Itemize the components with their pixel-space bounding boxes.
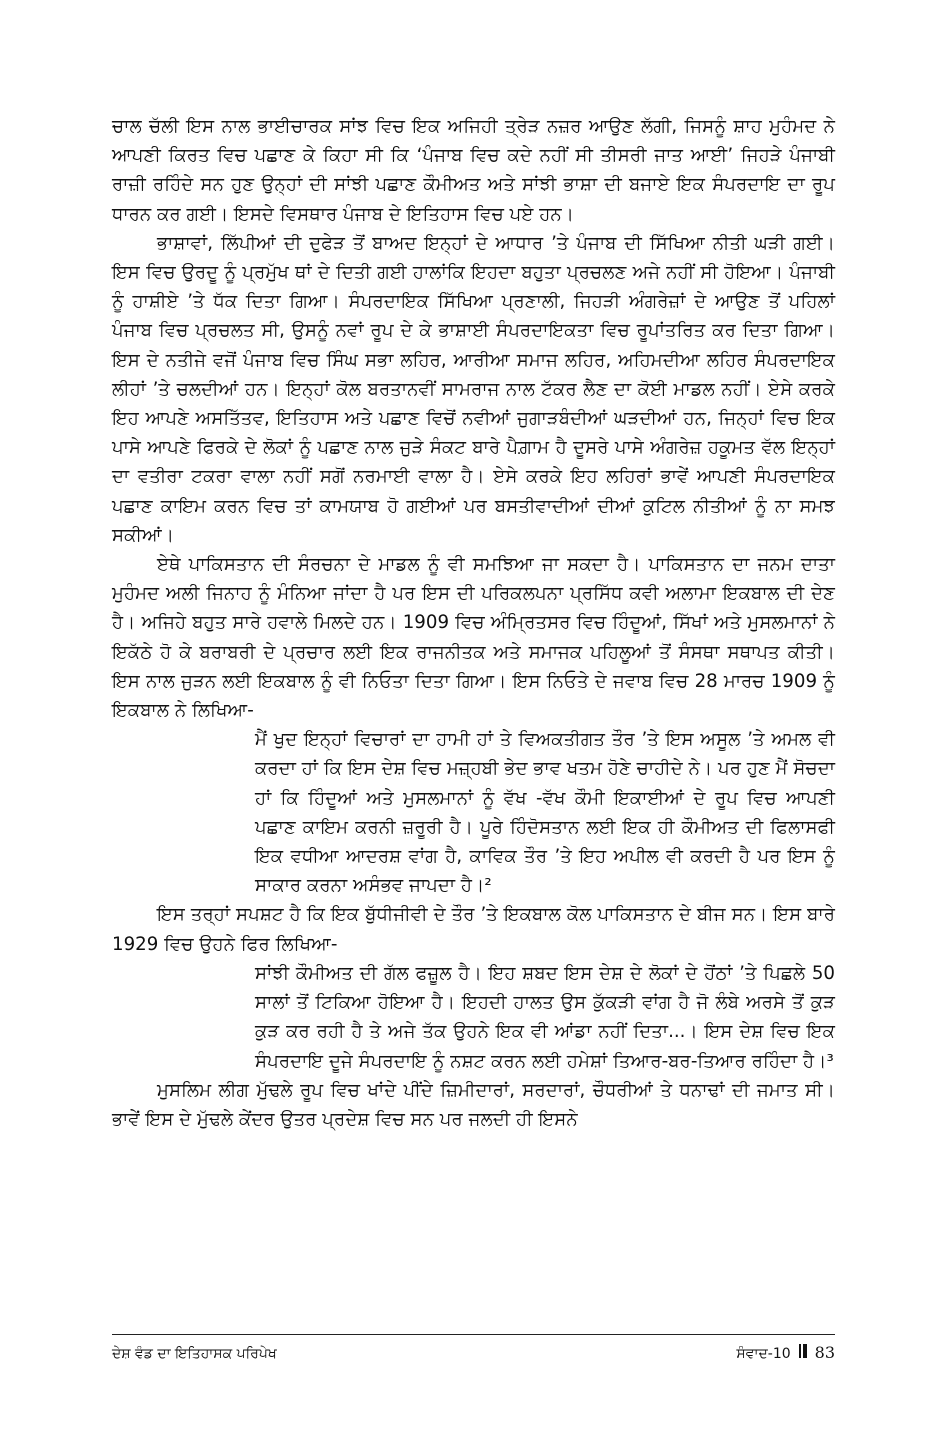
separator-bars-icon [799, 1344, 807, 1358]
page-number: 83 [814, 1343, 835, 1362]
page-footer [112, 1334, 835, 1362]
paragraph-continued: ਚਾਲ ਚੱਲੀ ਇਸ ਨਾਲ ਭਾਈਚਾਰਕ ਸਾਂਝ ਵਿਚ ਇਕ ਅਜਿਹੀ ਤ੍ਰੇੜ ਨਜ਼ਰ ਆਉਣ ਲੱਗੀ, ਜਿਸਨੂੰ ਸ਼ਾਹ ਮੁਹੰਮਦ ਨੇ ਆਪਣੀ ਕਿਰਤ ਵਿਚ ਪਛਾਣ ਕੇ ਕਿਹਾ ਸੀ ਕਿ ‘ਪੰਜਾਬ ਵਿਚ ਕਦੇ ਨਹੀਂ ਸੀ ਤੀਸਰੀ ਜਾਤ ਆਈ’ ਜਿਹੜੇ ਪੰਜਾਬੀ ਰਾਜ਼ੀ ਰਹਿੰਦੇ ਸਨ ਹੁਣ ਉਨ੍ਹਾਂ ਦੀ ਸਾਂਝੀ ਪਛਾਣ ਕੌਮੀਅਤ ਅਤੇ ਸਾਂਝੀ ਭਾਸ਼ਾ ਦੀ ਬਜਾਏ ਇਕ ਸੰਪਰਦਾਇ ਦਾ ਰੂਪ ਧਾਰਨ ਕਰ ਗਈ। ਇਸਦੇ ਵਿਸਥਾਰ ਪੰਜਾਬ ਦੇ ਇਤਿਹਾਸ ਵਿਚ ਪਏ ਹਨ। [112, 116, 835, 225]
footer-book-title: ਦੇਸ਼ ਵੰਡ ਦਾ ਇਤਿਹਾਸਕ ਪਰਿਪੇਖ [112, 1346, 277, 1362]
paragraph-education-policy: ਭਾਸ਼ਾਵਾਂ, ਲਿੱਪੀਆਂ ਦੀ ਦੁਫੇੜ ਤੋਂ ਬਾਅਦ ਇਨ੍ਹਾਂ ਦੇ ਆਧਾਰ ’ਤੇ ਪੰਜਾਬ ਦੀ ਸਿੱਖਿਆ ਨੀਤੀ ਘੜੀ ਗਈ। ਇਸ ਵਿਚ ਉਰਦੂ ਨੂੰ ਪ੍ਰਮੁੱਖ ਥਾਂ ਦੇ ਦਿਤੀ ਗਈ ਹਾਲਾਂਕਿ ਇਹਦਾ ਬਹੁਤਾ ਪ੍ਰਚਲਣ ਅਜੇ ਨਹੀਂ ਸੀ ਹੋਇਆ। ਪੰਜਾਬੀ ਨੂੰ ਹਾਸ਼ੀਏ ’ਤੇ ਧੱਕ ਦਿਤਾ ਗਿਆ। ਸੰਪਰਦਾਇਕ ਸਿੱਖਿਆ ਪ੍ਰਣਾਲੀ, ਜਿਹੜੀ ਅੰਗਰੇਜ਼ਾਂ ਦੇ ਆਉਣ ਤੋਂ ਪਹਿਲਾਂ ਪੰਜਾਬ ਵਿਚ ਪ੍ਰਚਲਤ ਸੀ, ਉਸਨੂੰ ਨਵਾਂ ਰੂਪ ਦੇ ਕੇ ਭਾਸ਼ਾਈ ਸੰਪਰਦਾਇਕਤਾ ਵਿਚ ਰੂਪਾਂਤਰਿਤ ਕਰ ਦਿਤਾ ਗਿਆ। ਇਸ ਦੇ ਨਤੀਜੇ ਵਜੋਂ ਪੰਜਾਬ ਵਿਚ ਸਿੰਘ ਸਭਾ ਲਹਿਰ, ਆਰੀਆ ਸਮਾਜ ਲਹਿਰ, ਅਹਿਮਦੀਆ ਲਹਿਰ ਸੰਪਰਦਾਇਕ ਲੀਹਾਂ ’ਤੇ ਚਲਦੀਆਂ ਹਨ। ਇਨ੍ਹਾਂ ਕੋਲ ਬਰਤਾਨਵੀਂ ਸਾਮਰਾਜ ਨਾਲ ਟੱਕਰ ਲੈਣ ਦਾ ਕੋਈ ਮਾਡਲ ਨਹੀਂ। ਏਸੇ ਕਰਕੇ ਇਹ ਆਪਣੇ ਅਸਤਿੱਤਵ, ਇਤਿਹਾਸ ਅਤੇ ਪਛਾਣ ਵਿਚੋਂ ਨਵੀਆਂ ਜੁਗਾੜਬੰਦੀਆਂ ਘੜਦੀਆਂ ਹਨ, ਜਿਨ੍ਹਾਂ ਵਿਚ ਇਕ ਪਾਸੇ ਆਪਣੇ ਫਿਰਕੇ ਦੇ ਲੋਕਾਂ ਨੂੰ ਪਛਾਣ ਨਾਲ ਜੁੜੇ ਸੰਕਟ ਬਾਰੇ ਪੈਗ਼ਾਮ ਹੈ ਦੂਸਰੇ ਪਾਸੇ ਅੰਗਰੇਜ਼ ਹਕੂਮਤ ਵੱਲ ਇਨ੍ਹਾਂ ਦਾ ਵਤੀਰਾ ਟਕਰਾ ਵਾਲਾ ਨਹੀਂ ਸਗੋਂ ਨਰਮਾਈ ਵਾਲਾ ਹੈ। ਏਸੇ ਕਰਕੇ ਇਹ ਲਹਿਰਾਂ ਭਾਵੇਂ ਆਪਣੀ ਸੰਪਰਦਾਇਕ ਪਛਾਣ ਕਾਇਮ ਕਰਨ ਵਿਚ ਤਾਂ ਕਾਮਯਾਬ ਹੋ ਗਈਆਂ ਪਰ ਬਸਤੀਵਾਦੀਆਂ ਦੀਆਂ ਕੁਟਿਲ ਨੀਤੀਆਂ ਨੂੰ ਨਾ ਸਮਝ ਸਕੀਆਂ। [112, 232, 835, 546]
block-quote-iqbal-1909: ਮੈਂ ਖੁਦ ਇਨ੍ਹਾਂ ਵਿਚਾਰਾਂ ਦਾ ਹਾਮੀ ਹਾਂ ਤੇ ਵਿਅਕਤੀਗਤ ਤੌਰ ’ਤੇ ਇਸ ਅਸੂਲ ’ਤੇ ਅਮਲ ਵੀ ਕਰਦਾ ਹਾਂ ਕਿ ਇਸ ਦੇਸ਼ ਵਿਚ ਮਜ਼੍ਹਬੀ ਭੇਦ ਭਾਵ ਖਤਮ ਹੋਣੇ ਚਾਹੀਦੇ ਨੇ। ਪਰ ਹੁਣ ਮੈਂ ਸੋਚਦਾ ਹਾਂ ਕਿ ਹਿੰਦੂਆਂ ਅਤੇ ਮੁਸਲਮਾਨਾਂ ਨੂੰ ਵੱਖ -ਵੱਖ ਕੌਮੀ ਇਕਾਈਆਂ ਦੇ ਰੂਪ ਵਿਚ ਆਪਣੀ ਪਛਾਣ ਕਾਇਮ ਕਰਨੀ ਜ਼ਰੂਰੀ ਹੈ। ਪੂਰੇ ਹਿੰਦੋਸਤਾਨ ਲਈ ਇਕ ਹੀ ਕੌਮੀਅਤ ਦੀ ਫਿਲਾਸਫੀ ਇਕ ਵਧੀਆ ਆਦਰਸ਼ ਵਾਂਗ ਹੈ, ਕਾਵਿਕ ਤੌਰ ’ਤੇ ਇਹ ਅਪੀਲ ਵੀ ਕਰਦੀ ਹੈ ਪਰ ਇਸ ਨੂੰ ਸਾਕਾਰ ਕਰਨਾ ਅਸੰਭਵ ਜਾਪਦਾ ਹੈ।² [255, 729, 835, 897]
paragraph-pakistan-model: ਏਥੇ ਪਾਕਿਸਤਾਨ ਦੀ ਸੰਰਚਨਾ ਦੇ ਮਾਡਲ ਨੂੰ ਵੀ ਸਮਝਿਆ ਜਾ ਸਕਦਾ ਹੈ। ਪਾਕਿਸਤਾਨ ਦਾ ਜਨਮ ਦਾਤਾ ਮੁਹੰਮਦ ਅਲੀ ਜਿਨਾਹ ਨੂੰ ਮੰਨਿਆ ਜਾਂਦਾ ਹੈ ਪਰ ਇਸ ਦੀ ਪਰਿਕਲਪਨਾ ਪ੍ਰਸਿੱਧ ਕਵੀ ਅਲਾਮਾ ਇਕਬਾਲ ਦੀ ਦੇਣ ਹੈ। ਅਜਿਹੇ ਬਹੁਤ ਸਾਰੇ ਹਵਾਲੇ ਮਿਲਦੇ ਹਨ। 1909 ਵਿਚ ਅੰਮ੍ਰਿਤਸਰ ਵਿਚ ਹਿੰਦੂਆਂ, ਸਿੱਖਾਂ ਅਤੇ ਮੁਸਲਮਾਨਾਂ ਨੇ ਇਕੱਠੇ ਹੋ ਕੇ ਬਰਾਬਰੀ ਦੇ ਪ੍ਰਚਾਰ ਲਈ ਇਕ ਰਾਜਨੀਤਕ ਅਤੇ ਸਮਾਜਕ ਪਹਿਲੂਆਂ ਤੋਂ ਸੰਸਥਾ ਸਥਾਪਤ ਕੀਤੀ। ਇਸ ਨਾਲ ਜੁੜਨ ਲਈ ਇਕਬਾਲ ਨੂੰ ਵੀ ਨਿਓਤਾ ਦਿਤਾ ਗਿਆ। ਇਸ ਨਿਓਤੇ ਦੇ ਜਵਾਬ ਵਿਚ 28 ਮਾਰਚ 1909 ਨੂੰ ਇਕਬਾਲ ਨੇ ਲਿਖਿਆ- [112, 554, 835, 722]
paragraph-iqbal-seeds: ਇਸ ਤਰ੍ਹਾਂ ਸਪਸ਼ਟ ਹੈ ਕਿ ਇਕ ਬੁੱਧੀਜੀਵੀ ਦੇ ਤੌਰ ’ਤੇ ਇਕਬਾਲ ਕੋਲ ਪਾਕਿਸਤਾਨ ਦੇ ਬੀਜ ਸਨ। ਇਸ ਬਾਰੇ 1929 ਵਿਚ ਉਹਨੇ ਫਿਰ ਲਿਖਿਆ- [112, 904, 835, 955]
footer-right [736, 1343, 835, 1362]
paragraph-muslim-league: ਮੁਸਲਿਮ ਲੀਗ ਮੁੱਢਲੇ ਰੂਪ ਵਿਚ ਖਾਂਦੇ ਪੀਂਦੇ ਜ਼ਿਮੀਦਾਰਾਂ, ਸਰਦਾਰਾਂ, ਚੌਧਰੀਆਂ ਤੇ ਧਨਾਢਾਂ ਦੀ ਜਮਾਤ ਸੀ। ਭਾਵੇਂ ਇਸ ਦੇ ਮੁੱਢਲੇ ਕੇਂਦਰ ਉਤਰ ਪ੍ਰਦੇਸ਼ ਵਿਚ ਸਨ ਪਰ ਜਲਦੀ ਹੀ ਇਸਨੇ [112, 1079, 835, 1130]
footer-journal: ਸੰਵਾਦ-10 [736, 1346, 791, 1362]
body-text [112, 112, 835, 1134]
block-quote-iqbal-1929: ਸਾਂਝੀ ਕੌਮੀਅਤ ਦੀ ਗੱਲ ਫਜ਼ੂਲ ਹੈ। ਇਹ ਸ਼ਬਦ ਇਸ ਦੇਸ਼ ਦੇ ਲੋਕਾਂ ਦੇ ਹੋਂਠਾਂ ’ਤੇ ਪਿਛਲੇ 50 ਸਾਲਾਂ ਤੋਂ ਟਿਕਿਆ ਹੋਇਆ ਹੈ। ਇਹਦੀ ਹਾਲਤ ਉਸ ਕੁੱਕੜੀ ਵਾਂਗ ਹੈ ਜੋ ਲੰਬੇ ਅਰਸੇ ਤੋਂ ਕੁੜ ਕੁੜ ਕਰ ਰਹੀ ਹੈ ਤੇ ਅਜੇ ਤੱਕ ਉਹਨੇ ਇਕ ਵੀ ਆਂਡਾ ਨਹੀਂ ਦਿਤਾ...। ਇਸ ਦੇਸ਼ ਵਿਚ ਇਕ ਸੰਪਰਦਾਇ ਦੂਜੇ ਸੰਪਰਦਾਇ ਨੂੰ ਨਸ਼ਟ ਕਰਨ ਲਈ ਹਮੇਸ਼ਾਂ ਤਿਆਰ-ਬਰ-ਤਿਆਰ ਰਹਿੰਦਾ ਹੈ।³ [255, 962, 835, 1072]
